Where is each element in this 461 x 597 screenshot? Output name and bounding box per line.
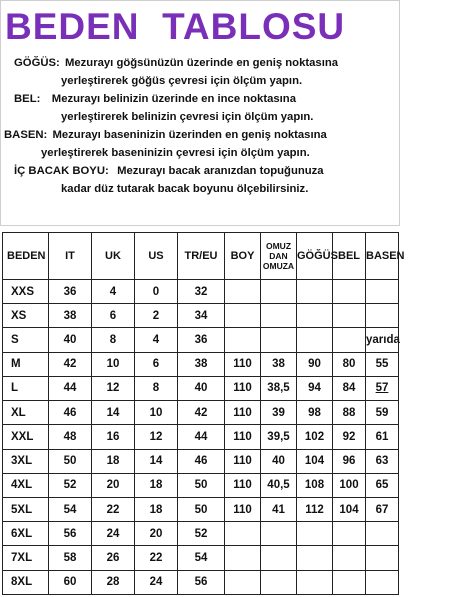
instruction-waist-line2: yerleştirerek belinizin çevresi için ölçüm yapın.: [61, 111, 314, 123]
instruction-chest-line2: yerleştirerek göğüs çevresi için ölçüm yapın.: [61, 75, 303, 87]
cell-size: 3XL: [3, 449, 49, 473]
table-row: [3, 497, 399, 521]
cell-it: 56: [49, 522, 92, 546]
cell-chest: [297, 522, 333, 546]
cell-chest: 90: [297, 352, 333, 376]
cell-tr-eu: 40: [178, 376, 225, 400]
cell-it: 48: [49, 425, 92, 449]
cell-shoulder: [261, 546, 297, 570]
instruction-label: GÖĞÜS:: [14, 57, 60, 69]
instruction-text: Mezurayı baseninizin üzerinden en geniş noktasına: [52, 129, 327, 141]
cell-tr-eu: 56: [178, 570, 225, 594]
cell-size: XL: [3, 401, 49, 425]
cell-chest: 98: [297, 401, 333, 425]
cell-us: 0: [135, 280, 178, 304]
cell-tr-eu: 50: [178, 497, 225, 521]
table-row: [3, 401, 399, 425]
cell-hip: [366, 280, 399, 304]
cell-chest: [297, 304, 333, 328]
cell-hip: 57: [366, 376, 399, 400]
instruction-label: İÇ BACAK BOYU:: [14, 165, 109, 177]
cell-shoulder: [261, 522, 297, 546]
cell-height: 110: [225, 376, 261, 400]
table-row: [3, 570, 399, 594]
cell-uk: 18: [92, 449, 135, 473]
cell-size: XXL: [3, 425, 49, 449]
cell-shoulder: 38: [261, 352, 297, 376]
cell-hip: 61: [366, 425, 399, 449]
cell-height: [225, 280, 261, 304]
cell-size: 8XL: [3, 570, 49, 594]
cell-chest: 94: [297, 376, 333, 400]
cell-tr-eu: 36: [178, 328, 225, 352]
table-row: [3, 352, 399, 376]
cell-waist: 80: [333, 352, 366, 376]
cell-us: 4: [135, 328, 178, 352]
cell-height: 110: [225, 473, 261, 497]
cell-it: 52: [49, 473, 92, 497]
size-table: [2, 232, 405, 595]
table-row: [3, 280, 399, 304]
cell-hip: [366, 304, 399, 328]
cell-uk: 24: [92, 522, 135, 546]
cell-uk: 8: [92, 328, 135, 352]
cell-chest: [297, 328, 333, 352]
cell-waist: 104: [333, 497, 366, 521]
cell-chest: 108: [297, 473, 333, 497]
cell-us: 18: [135, 473, 178, 497]
cell-uk: 22: [92, 497, 135, 521]
cell-tr-eu: 46: [178, 449, 225, 473]
instruction-label: BASEN:: [4, 129, 48, 141]
cell-uk: 10: [92, 352, 135, 376]
table-row: [3, 425, 399, 449]
cell-it: 42: [49, 352, 92, 376]
instruction-chest-line1: [14, 55, 414, 73]
cell-chest: 104: [297, 449, 333, 473]
cell-waist: [333, 280, 366, 304]
cell-height: 110: [225, 449, 261, 473]
table-header-row: [3, 233, 399, 280]
header-height: BOY: [225, 233, 261, 280]
cell-hip: [366, 570, 399, 594]
cell-waist: 92: [333, 425, 366, 449]
table-row: [3, 328, 399, 352]
table-row: [3, 473, 399, 497]
cell-shoulder: 40,5: [261, 473, 297, 497]
cell-it: 38: [49, 304, 92, 328]
cell-tr-eu: 32: [178, 280, 225, 304]
cell-uk: 14: [92, 401, 135, 425]
cell-it: 36: [49, 280, 92, 304]
cell-us: 22: [135, 546, 178, 570]
header-hip: BASEN: [366, 233, 399, 280]
cell-us: 10: [135, 401, 178, 425]
cell-height: [225, 328, 261, 352]
cell-waist: 100: [333, 473, 366, 497]
cell-size: 7XL: [3, 546, 49, 570]
cell-tr-eu: 52: [178, 522, 225, 546]
table-row: [3, 522, 399, 546]
cell-tr-eu: 54: [178, 546, 225, 570]
cell-chest: 102: [297, 425, 333, 449]
cell-it: 46: [49, 401, 92, 425]
cell-size: 4XL: [3, 473, 49, 497]
header-uk: UK: [92, 233, 135, 280]
cell-hip: yarıda: [366, 328, 399, 352]
header-tr-eu: TR/EU: [178, 233, 225, 280]
cell-height: 110: [225, 497, 261, 521]
cell-waist: 88: [333, 401, 366, 425]
cell-it: 58: [49, 546, 92, 570]
cell-uk: 28: [92, 570, 135, 594]
instruction-label: BEL:: [14, 93, 41, 105]
cell-it: 54: [49, 497, 92, 521]
cell-size: 5XL: [3, 497, 49, 521]
cell-us: 2: [135, 304, 178, 328]
cell-uk: 4: [92, 280, 135, 304]
cell-uk: 16: [92, 425, 135, 449]
cell-chest: [297, 570, 333, 594]
header-it: IT: [49, 233, 92, 280]
cell-size: XXS: [3, 280, 49, 304]
cell-waist: 84: [333, 376, 366, 400]
cell-hip: [366, 522, 399, 546]
cell-hip: 55: [366, 352, 399, 376]
cell-us: 14: [135, 449, 178, 473]
cell-waist: [333, 304, 366, 328]
instruction-text: Mezurayı belinizin üzerinde en ince noktasına: [51, 93, 296, 105]
cell-shoulder: 39: [261, 401, 297, 425]
cell-height: 110: [225, 425, 261, 449]
page-title: BEDEN TABLOSU: [5, 6, 346, 47]
cell-hip: 67: [366, 497, 399, 521]
cell-shoulder: [261, 280, 297, 304]
table-row: [3, 304, 399, 328]
table-row: [3, 546, 399, 570]
cell-uk: 20: [92, 473, 135, 497]
cell-tr-eu: 38: [178, 352, 225, 376]
cell-size: L: [3, 376, 49, 400]
cell-waist: [333, 328, 366, 352]
cell-shoulder: 41: [261, 497, 297, 521]
cell-us: 24: [135, 570, 178, 594]
header-us: US: [135, 233, 178, 280]
cell-height: [225, 546, 261, 570]
header-waist: BEL: [333, 233, 366, 280]
cell-height: 110: [225, 352, 261, 376]
cell-shoulder: [261, 304, 297, 328]
cell-it: 40: [49, 328, 92, 352]
header-size: BEDEN: [3, 233, 49, 280]
header-shoulder: OMUZ DAN OMUZA: [261, 233, 297, 280]
cell-tr-eu: 50: [178, 473, 225, 497]
cell-shoulder: [261, 570, 297, 594]
cell-us: 18: [135, 497, 178, 521]
cell-us: 20: [135, 522, 178, 546]
cell-size: 6XL: [3, 522, 49, 546]
cell-waist: [333, 570, 366, 594]
cell-waist: [333, 522, 366, 546]
instruction-text: Mezurayı bacak aranızdan topuğunuza: [117, 165, 324, 177]
cell-hip: 59: [366, 401, 399, 425]
cell-tr-eu: 34: [178, 304, 225, 328]
cell-height: [225, 570, 261, 594]
instruction-hip-line2: yerleştirerek baseninizin çevresi için ölçüm yapın.: [41, 147, 310, 159]
cell-shoulder: 40: [261, 449, 297, 473]
table-row: [3, 449, 399, 473]
cell-height: [225, 304, 261, 328]
cell-it: 44: [49, 376, 92, 400]
instruction-inseam-line1: [14, 163, 414, 181]
cell-height: [225, 522, 261, 546]
header-chest: GÖĞÜS: [297, 233, 333, 280]
cell-us: 8: [135, 376, 178, 400]
cell-it: 60: [49, 570, 92, 594]
instruction-hip-line1: [4, 127, 404, 145]
cell-height: 110: [225, 401, 261, 425]
cell-tr-eu: 42: [178, 401, 225, 425]
instruction-waist-line1: [14, 91, 414, 109]
cell-size: XS: [3, 304, 49, 328]
cell-hip: 63: [366, 449, 399, 473]
cell-chest: 112: [297, 497, 333, 521]
instruction-inseam-line2: kadar düz tutarak bacak boyunu ölçebilirsiniz.: [61, 183, 309, 195]
cell-it: 50: [49, 449, 92, 473]
cell-size: M: [3, 352, 49, 376]
cell-chest: [297, 546, 333, 570]
cell-chest: [297, 280, 333, 304]
cell-waist: 96: [333, 449, 366, 473]
cell-shoulder: [261, 328, 297, 352]
cell-hip: 65: [366, 473, 399, 497]
cell-shoulder: 39,5: [261, 425, 297, 449]
cell-waist: [333, 546, 366, 570]
cell-hip: [366, 546, 399, 570]
cell-uk: 12: [92, 376, 135, 400]
cell-shoulder: 38,5: [261, 376, 297, 400]
cell-us: 12: [135, 425, 178, 449]
cell-uk: 6: [92, 304, 135, 328]
cell-tr-eu: 44: [178, 425, 225, 449]
cell-us: 6: [135, 352, 178, 376]
instruction-text: Mezurayı göğsünüzün üzerinde en geniş noktasına: [64, 57, 339, 69]
cell-size: S: [3, 328, 49, 352]
table-row: [3, 376, 399, 400]
cell-uk: 26: [92, 546, 135, 570]
